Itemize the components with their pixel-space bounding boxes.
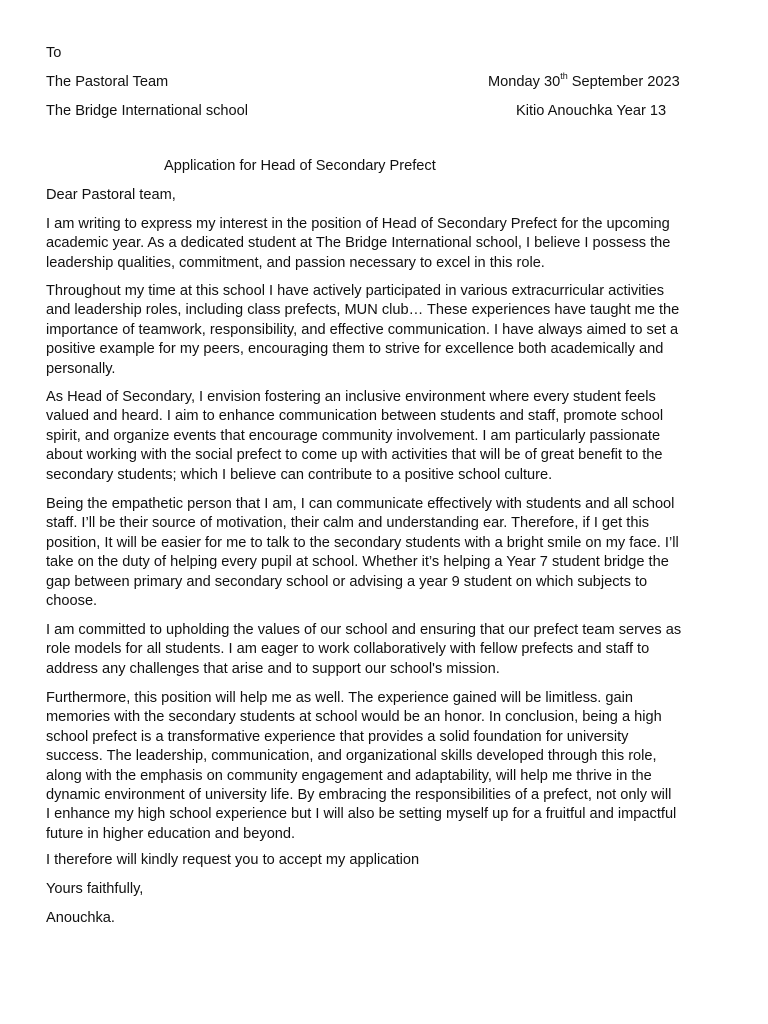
paragraph-line: valued and heard. I aim to enhance communication between students and staff, promote school [46,408,664,425]
paragraph-line: role models for all students. I am eager to work collaboratively with fellow prefects and staff to [46,641,650,658]
paragraph-line: I enhance my high school experience but I will also be setting myself up for a fruitful and impactful [46,806,677,823]
paragraph-1 [46,215,726,273]
paragraph-line: Furthermore, this position will help me as well. The experience gained will be limitless. gain [46,690,633,706]
paragraph-line: future in higher education and beyond. [46,825,296,842]
paragraph-line: position, It will be easier for me to talk to the secondary students with a bright smile on my face. I’ll [46,534,679,551]
paragraph-line: I am writing to express my interest in the position of Head of Secondary Prefect for the upcoming [46,216,670,232]
paragraph-5 [46,621,726,679]
recipient: The Pastoral Team [46,74,169,90]
date-suffix: th [560,71,568,82]
paragraph-line: As Head of Secondary, I envision fostering an inclusive environment where every student feels [46,389,656,405]
closing-signoff: Yours faithfully, [46,881,144,897]
signature: Anouchka. [46,910,115,926]
paragraph-line: take on the duty of helping every pupil at school. Whether it’s helping a Year 7 student bridge the [46,554,669,571]
paragraph-2 [46,282,726,379]
letter-date [488,73,680,92]
paragraph-line: along with the emphasis on community engagement and adaptability, will help me thrive in the [46,767,652,784]
paragraph-line: spirit, and organize events that encourage community involvement. I am particularly passionate [46,427,661,444]
paragraph-line: success. The leadership, communication, and organizational skills developed through this role, [46,748,657,765]
paragraph-line: personally. [46,360,116,377]
paragraph-3 [46,388,726,485]
author-info: Kitio Anouchka Year 13 [516,103,667,119]
paragraph-line: dynamic environment of university life. By embracing the responsibilities of a prefect, not only will [46,787,672,804]
paragraph-line: and leadership roles, including class prefects, MUN club… These experiences have taught me the [46,302,680,319]
paragraph-line: address any challenges that arise and to support our school's mission. [46,660,500,677]
school-name: The Bridge International school [46,103,249,119]
date-rest: September 2023 [567,74,680,90]
paragraph-line: school prefect is a transformative experience that provides a solid foundation for university [46,728,629,745]
date-day: Monday 30 [488,74,561,90]
paragraph-line: Being the empathetic person that I am, I can communicate effectively with students and all school [46,496,675,512]
paragraph-line: leadership qualities, commitment, and passion necessary to excel in this role. [46,254,545,271]
to-label: To [46,45,62,61]
subject-line: Application for Head of Secondary Prefect [164,158,436,174]
paragraph-6 [46,689,726,844]
paragraph-line: importance of teamwork, responsibility, and effective communication. I have always aimed to set a [46,321,679,338]
salutation: Dear Pastoral team, [46,187,176,203]
paragraph-line: gap between primary and secondary school or advising a year 9 student on which subjects to [46,573,648,590]
paragraph-line: Throughout my time at this school I have actively participated in various extracurricular activities [46,283,665,299]
paragraph-line: I am committed to upholding the values of our school and ensuring that our prefect team serves as [46,622,682,638]
paragraph-line: about working with the social prefect to come up with activities that will be of great benefit to the [46,447,663,464]
paragraph-line: choose. [46,593,98,610]
closing-request: I therefore will kindly request you to accept my application [46,852,420,868]
paragraph-4 [46,495,726,611]
paragraph-line: secondary students; which I believe can contribute to a positive school culture. [46,466,553,483]
paragraph-line: academic year. As a dedicated student at The Bridge International school, I believe I possess the [46,235,671,252]
paragraph-line: positive example for my peers, encouraging them to strive for excellence both academically and [46,341,664,358]
paragraph-line: staff. I’ll be their source of motivation, their calm and understanding ear. Therefore, if I get this [46,515,649,532]
paragraph-line: memories with the secondary students at school would be an honor. In conclusion, being a high [46,709,662,726]
